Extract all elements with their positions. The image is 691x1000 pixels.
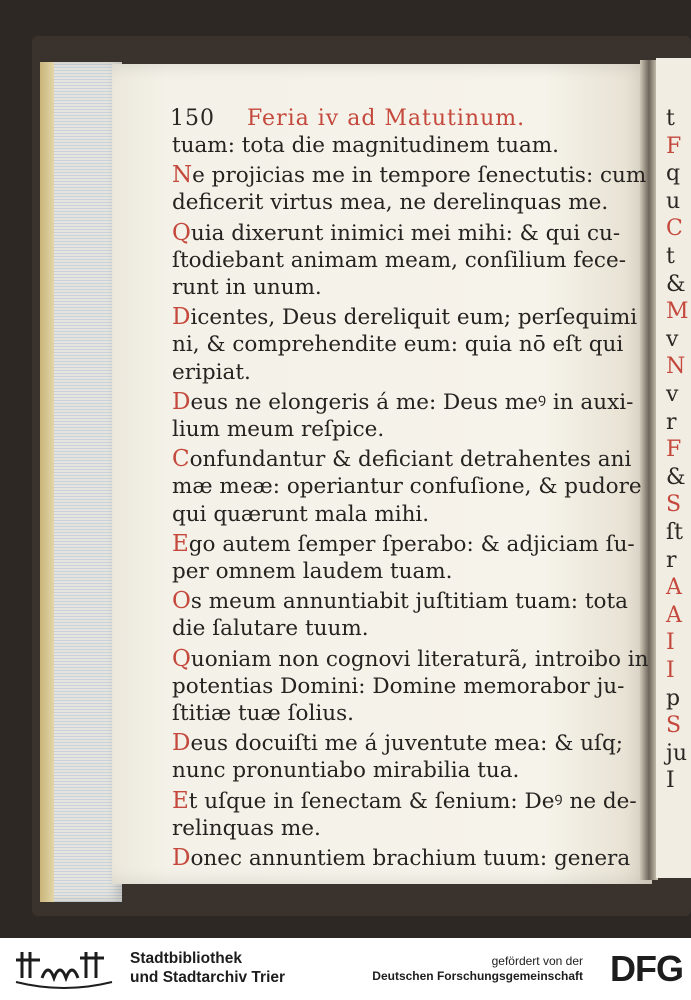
facing-page-letter: ſt: [666, 520, 683, 545]
verse-line: [172, 788, 650, 815]
verse-text: nunc pronuntiabo mirabilia tua.: [172, 758, 520, 784]
facing-page-letter: C: [666, 216, 683, 242]
facing-page-letter: I: [666, 658, 675, 683]
facing-page-edge: [656, 58, 691, 878]
verse-text: lium meum reſpice.: [172, 417, 385, 443]
verse-text: s meum annuntiabit juſtitiam tuam: tota: [190, 589, 628, 615]
verse-text: uoniam non cognovi literaturã, introibo in: [190, 646, 649, 672]
verse-line: [172, 757, 650, 784]
rubric-initial: E: [172, 530, 189, 557]
verse-line: [172, 730, 650, 757]
facing-page-letter: I: [666, 768, 675, 794]
facing-page-letter: F: [666, 437, 682, 463]
page-number: 150: [170, 106, 215, 131]
facing-page-letter: t: [666, 244, 675, 269]
facing-page-letter: &: [666, 464, 686, 490]
verse-text: onec annuntiem brachium tuum: genera: [190, 846, 631, 872]
verse-text: mæ meæ: operiantur confuſione, & pudore: [172, 474, 642, 500]
facing-page-letter: r: [666, 409, 677, 435]
facing-page-letter: I: [666, 630, 675, 656]
verse-line: [172, 845, 650, 872]
verse-line: [172, 331, 650, 358]
verse-text: tuam: tota die magnitudinem tuam.: [172, 133, 559, 158]
rubric-initial: Q: [172, 219, 191, 246]
page-header: [170, 106, 525, 131]
rubric-initial: O: [172, 588, 191, 615]
verse-line: [172, 501, 650, 528]
facing-page-letter: N: [666, 354, 686, 380]
verse-text: per omnem laudem tuam.: [172, 559, 453, 585]
stadtbibliothek-trier-logo-icon: [14, 948, 114, 992]
rubric-initial: C: [172, 446, 190, 473]
sponsor-line1: gefördert von der: [491, 954, 583, 968]
facing-page-letter: r: [666, 547, 677, 573]
verse-text: t uſque in ſenectam & ſenium: Deꝰ ne de-: [188, 788, 637, 814]
book-fore-edge: [40, 62, 122, 902]
verse-line: [172, 473, 650, 500]
verse-text: die ſalutare tuum.: [172, 616, 369, 642]
verse-text: go autem ſemper ſperabo: & adjiciam ſu-: [188, 531, 635, 557]
facing-page-letter: A: [666, 575, 682, 601]
rubric-initial: E: [172, 787, 189, 814]
verse-line: [172, 389, 650, 416]
verse-text: icentes, Deus dereliquit eum; perſequimi: [190, 305, 638, 331]
psalm-text-block: [172, 132, 650, 872]
verse-text: runt in unum.: [172, 275, 322, 301]
verse-text: deficerit virtus mea, ne derelinquas me.: [172, 190, 609, 216]
verse-line: [172, 416, 650, 443]
verse-line: [172, 359, 650, 386]
facing-page-letter: A: [666, 602, 682, 628]
verse-text: eripiat.: [172, 359, 251, 385]
verse-text: ni, & comprehendite eum: quia nō eſt qui: [172, 332, 624, 358]
verse-line: [172, 531, 650, 558]
verse-line: [172, 446, 650, 473]
facing-page-letter: p: [666, 685, 681, 711]
verse-text: ſtodiebant animam meam, conſilium fece-: [172, 247, 626, 273]
verse-text: eus ne elongeris á me: Deus meꝰ in auxi-: [190, 389, 634, 415]
verse-text: uia dixerunt inimici mei mihi: & qui cu-: [190, 220, 621, 246]
verse-line: [172, 815, 650, 842]
library-name-line1: Stadtbibliothek: [130, 950, 242, 967]
facing-page-letter: q: [666, 161, 681, 187]
verse-line: [172, 588, 650, 615]
verse-text: e projicias me in tempore ſenectutis: cum: [192, 163, 647, 189]
facing-page-letter: M: [666, 299, 689, 325]
verse-line: [172, 646, 650, 673]
facing-page-letter: t: [666, 106, 675, 131]
rubric-initial: D: [172, 845, 191, 872]
verse-line: [172, 162, 650, 189]
verse-line: [172, 189, 650, 216]
verse-text: onfundantur & deficiant detrahentes ani: [189, 447, 632, 473]
facing-page-letter: u: [666, 188, 681, 214]
rubric-initial: Q: [172, 645, 191, 672]
verse-text: relinquas me.: [172, 815, 321, 841]
facing-page-letter: S: [666, 492, 682, 518]
verse-line: [172, 673, 650, 700]
verse-line: [172, 615, 650, 642]
digitization-footer: [0, 938, 691, 1000]
verse-text: eus docuiſti me á juventute mea: & uſq;: [190, 731, 623, 757]
verse-line: [172, 558, 650, 585]
verse-line: [172, 304, 650, 331]
dfg-logo: DFG: [610, 948, 683, 989]
verse-line: [172, 132, 650, 159]
verse-line: [172, 247, 650, 274]
facing-page-letter: &: [666, 271, 686, 297]
verse-text: ſtitiæ tuæ ſolius.: [172, 701, 354, 727]
rubric-initial: D: [172, 730, 191, 757]
facing-page-letter: ju: [666, 740, 687, 766]
facing-page-letter: S: [666, 713, 682, 739]
rubric-initial: D: [172, 304, 191, 331]
sponsor-line2: Deutschen Forschungsgemeinschaft: [372, 969, 583, 983]
verse-text: qui quærunt mala mihi.: [172, 501, 430, 527]
verse-text: potentias Domini: Domine memorabor ju-: [172, 673, 625, 699]
rubric-initial: N: [172, 162, 193, 189]
facing-page-letter: v: [666, 382, 679, 407]
rubric-initial: D: [172, 388, 191, 415]
verse-line: [172, 274, 650, 301]
facing-page-letter: v: [666, 326, 679, 352]
verse-line: [172, 220, 650, 247]
facing-page-letter: F: [666, 133, 682, 159]
library-name-line2: und Stadtarchiv Trier: [130, 969, 286, 986]
running-title: Feria iv ad Matutinum.: [247, 106, 526, 131]
verse-line: [172, 700, 650, 727]
